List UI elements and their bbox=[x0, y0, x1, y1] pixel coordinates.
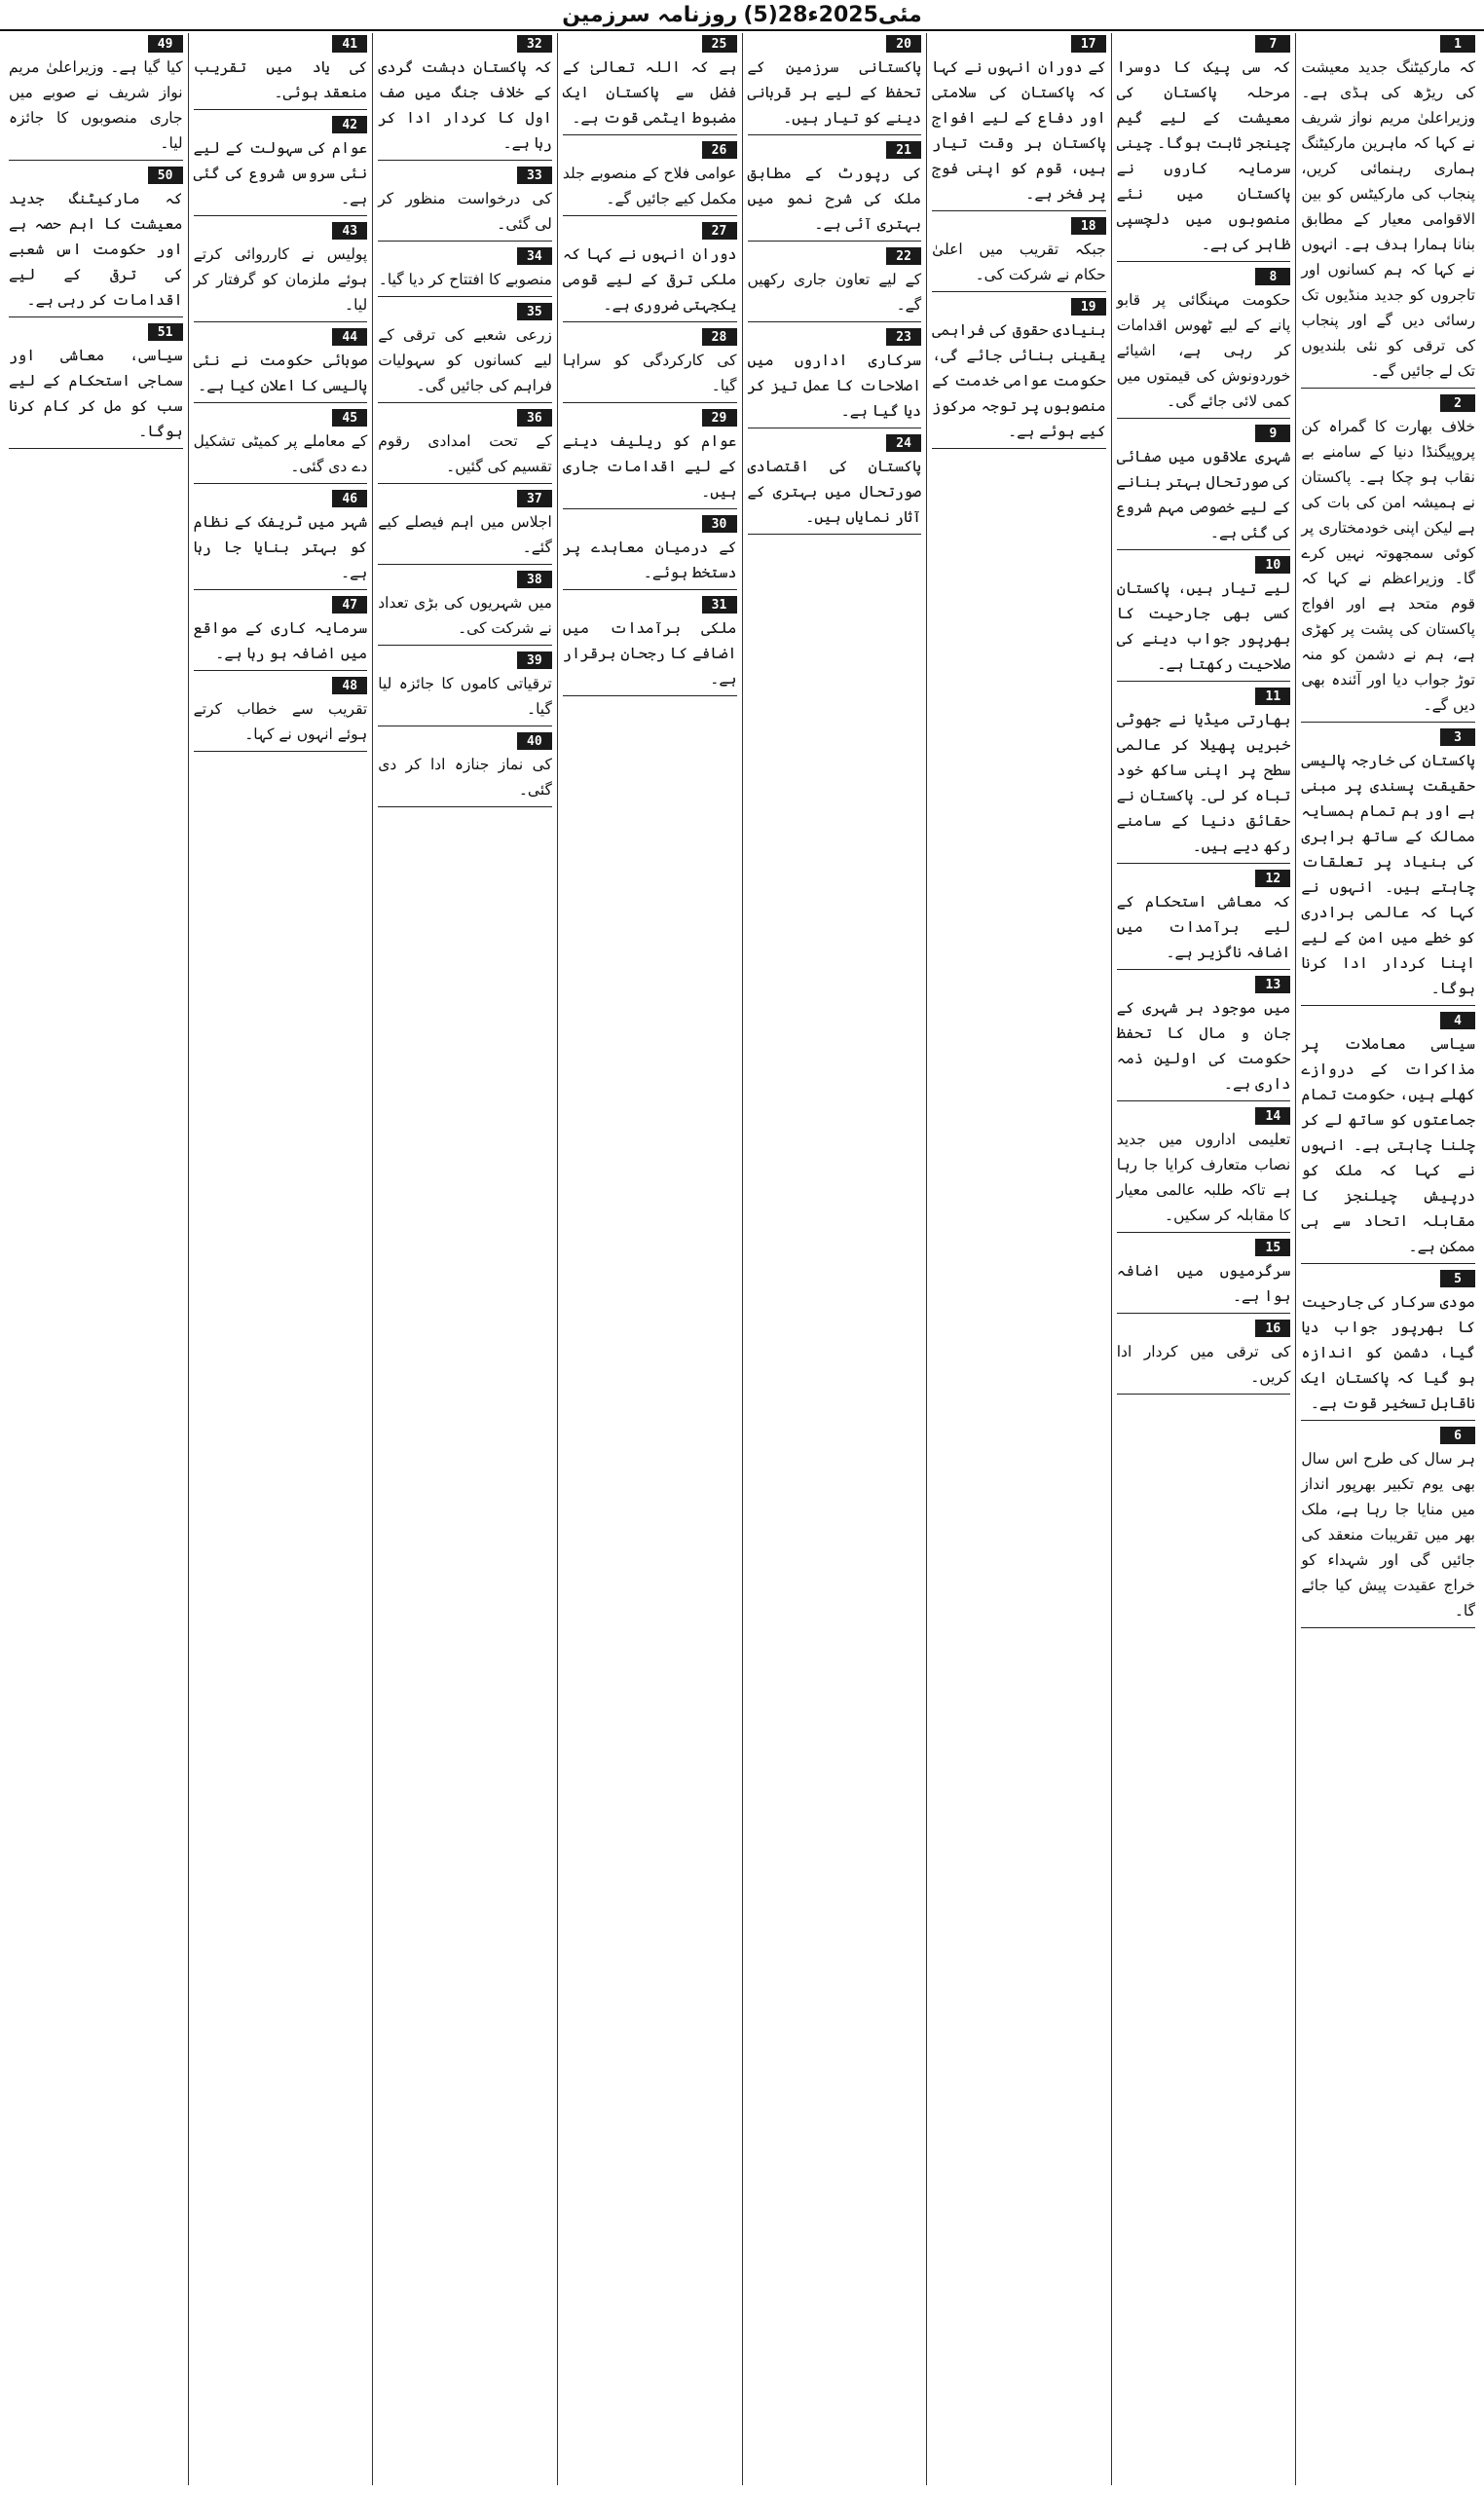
news-item-number-badge: 37 bbox=[517, 490, 552, 507]
news-item-number-badge: 26 bbox=[702, 141, 737, 159]
news-item-number-badge: 2 bbox=[1440, 394, 1475, 412]
news-item-number-badge: 24 bbox=[886, 434, 921, 452]
news-item bbox=[748, 141, 922, 242]
news-column bbox=[926, 33, 1111, 2485]
news-item-header bbox=[378, 732, 552, 750]
news-item bbox=[378, 490, 552, 565]
news-item-number-badge: 12 bbox=[1255, 870, 1290, 887]
news-item-header bbox=[378, 571, 552, 588]
news-item bbox=[563, 328, 737, 403]
news-item-header bbox=[194, 490, 368, 507]
news-item-text: لیے تیار ہیں، پاکستان کسی بھی جارحیت کا بھرپور جواب دینے کی صلاحیت رکھتا ہے۔ bbox=[1116, 579, 1291, 673]
news-item-text: کہ سی پیک کا دوسرا مرحلہ پاکستان کی معیشت کے لیے گیم چینجر ثابت ہوگا۔ چینی سرمایہ کاروں نے پاکستان میں نئے منصوبوں میں دلچسپی ظاہر کی ہے۔ bbox=[1116, 58, 1291, 253]
news-item-text: شہری علاقوں میں صفائی کی صورتحال بہتر بنانے کے لیے خصوصی مہم شروع کی گئی ہے۔ bbox=[1116, 448, 1291, 541]
news-item-number-badge: 48 bbox=[332, 677, 367, 694]
news-item-number-badge: 5 bbox=[1440, 1270, 1475, 1287]
news-item-text: کہ معاشی استحکام کے لیے برآمدات میں اضافہ ناگزیر ہے۔ bbox=[1116, 893, 1291, 961]
news-item-header bbox=[932, 298, 1106, 316]
news-item bbox=[1301, 1427, 1475, 1628]
news-item bbox=[378, 35, 552, 161]
news-item-number-badge: 31 bbox=[702, 596, 737, 614]
news-item-header bbox=[378, 651, 552, 669]
news-item-number-badge: 36 bbox=[517, 409, 552, 427]
news-item-number-badge: 33 bbox=[517, 167, 552, 184]
news-item-text: تعلیمی اداروں میں جدید نصاب متعارف کرایا جا رہا ہے تاکہ طلبہ عالمی معیار کا مقابلہ کر سکیں۔ bbox=[1116, 1131, 1291, 1224]
news-item bbox=[1117, 1107, 1291, 1233]
news-item-header bbox=[1301, 728, 1475, 746]
news-column bbox=[742, 33, 927, 2485]
news-item-number-badge: 11 bbox=[1255, 688, 1290, 705]
news-item bbox=[1117, 1320, 1291, 1395]
news-item-header bbox=[194, 596, 368, 614]
news-item-header bbox=[563, 222, 737, 240]
news-item-header bbox=[1117, 425, 1291, 442]
news-item-text: پولیس نے کارروائی کرتے ہوئے ملزمان کو گرفتار کر لیا۔ bbox=[193, 245, 368, 314]
news-item bbox=[194, 677, 368, 752]
news-item bbox=[194, 490, 368, 590]
news-item-header bbox=[194, 677, 368, 694]
news-item-number-badge: 8 bbox=[1255, 268, 1290, 285]
news-item-number-badge: 6 bbox=[1440, 1427, 1475, 1444]
news-item bbox=[194, 222, 368, 322]
news-item-number-badge: 27 bbox=[702, 222, 737, 240]
news-item-header bbox=[1117, 35, 1291, 53]
news-item-header bbox=[748, 434, 922, 452]
news-item-header bbox=[1301, 35, 1475, 53]
news-item-number-badge: 7 bbox=[1255, 35, 1290, 53]
news-item-header bbox=[378, 167, 552, 184]
news-item-header bbox=[748, 141, 922, 159]
news-item-text: تقریب سے خطاب کرتے ہوئے انہوں نے کہا۔ bbox=[193, 700, 368, 743]
news-item-text: ترقیاتی کاموں کا جائزہ لیا گیا۔ bbox=[378, 675, 552, 718]
news-item bbox=[194, 116, 368, 216]
news-item-header bbox=[194, 35, 368, 53]
news-item bbox=[9, 35, 183, 161]
news-item-text: کہ پاکستان دہشت گردی کے خلاف جنگ میں صف اول کا کردار ادا کر رہا ہے۔ bbox=[378, 58, 552, 152]
news-item-text: سیاسی معاملات پر مذاکرات کے دروازے کھلے ہیں، حکومت تمام جماعتوں کو ساتھ لے کر چلنا چاہتی ہے۔ انہوں نے کہا کہ ملک کو درپیش چیلنجز کا مقابلہ اتحاد سے ہی ممکن ہے۔ bbox=[1301, 1035, 1475, 1255]
news-item-number-badge: 16 bbox=[1255, 1320, 1290, 1337]
news-item-text: کے دوران انہوں نے کہا کہ پاکستان کی سلامتی اور دفاع کے لیے افواج پاکستان ہر وقت تیار ہیں، قوم کو اپنی فوج پر فخر ہے۔ bbox=[932, 58, 1106, 203]
news-item bbox=[1117, 425, 1291, 550]
news-item-header bbox=[1301, 1270, 1475, 1287]
news-item-header bbox=[9, 35, 183, 53]
news-item-number-badge: 4 bbox=[1440, 1012, 1475, 1029]
news-item-text: عوام کو ریلیف دینے کے لیے اقدامات جاری ہیں۔ bbox=[562, 432, 737, 501]
news-item-header bbox=[1117, 268, 1291, 285]
news-item-text: خلاف بھارت کا گمراہ کن پروپیگنڈا دنیا کے سامنے بے نقاب ہو چکا ہے۔ پاکستان نے ہمیشہ امن کی بات کی ہے لیکن اپنی خودمختاری پر کوئی سمجھوتہ نہیں کرے گا۔ وزیراعظم نے کہا کہ قوم متحد ہے اور افواج پاکستان کی پشت پر کھڑی ہے، ہم نے دشمن کو منہ توڑ جواب دیا اور آئندہ بھی دیں گے۔ bbox=[1301, 418, 1475, 714]
news-item-header bbox=[748, 328, 922, 346]
news-item-number-badge: 47 bbox=[332, 596, 367, 614]
news-item bbox=[748, 328, 922, 428]
news-item-number-badge: 46 bbox=[332, 490, 367, 507]
news-item bbox=[378, 571, 552, 646]
news-item bbox=[1117, 870, 1291, 970]
news-item bbox=[748, 35, 922, 135]
news-item bbox=[378, 732, 552, 807]
news-item-header bbox=[1117, 556, 1291, 574]
news-item-text: حکومت مہنگائی پر قابو پانے کے لیے ٹھوس اقدامات کر رہی ہے، اشیائے خوردونوش کی قیمتوں میں کمی لائی جائے گی۔ bbox=[1116, 291, 1291, 410]
news-item bbox=[1117, 976, 1291, 1101]
news-item-number-badge: 25 bbox=[702, 35, 737, 53]
news-item bbox=[932, 217, 1106, 292]
issue-date: (5)28مئی2025ء bbox=[743, 2, 922, 27]
news-item bbox=[194, 35, 368, 110]
news-item-text: کی یاد میں تقریب منعقد ہوئی۔ bbox=[193, 58, 368, 101]
news-item-text: بنیادی حقوق کی فراہمی یقینی بنائی جائے گی، حکومت عوامی خدمت کے منصوبوں پر توجہ مرکوز کیے ہوئے ہے۔ bbox=[932, 321, 1106, 440]
news-item-header bbox=[194, 409, 368, 427]
news-item bbox=[1117, 35, 1291, 262]
news-item-header bbox=[1301, 1427, 1475, 1444]
news-item-text: منصوبے کا افتتاح کر دیا گیا۔ bbox=[378, 271, 552, 288]
news-item-text: پاکستان کی خارجہ پالیسی حقیقت پسندی پر مبنی ہے اور ہم تمام ہمسایہ ممالک کے ساتھ برابری کی بنیاد پر تعلقات چاہتے ہیں۔ انہوں نے کہا کہ عالمی برادری کو خطے میں امن کے لیے اپنا کردار ادا کرنا ہوگا۔ bbox=[1301, 752, 1475, 997]
news-item-header bbox=[378, 490, 552, 507]
news-item-header bbox=[378, 303, 552, 320]
news-column bbox=[1111, 33, 1296, 2485]
news-item-number-badge: 23 bbox=[886, 328, 921, 346]
news-item-text: زرعی شعبے کی ترقی کے لیے کسانوں کو سہولیات فراہم کی جائیں گی۔ bbox=[378, 326, 552, 394]
news-item-header bbox=[378, 35, 552, 53]
news-item bbox=[9, 167, 183, 317]
news-item bbox=[563, 409, 737, 509]
news-item-header bbox=[1301, 394, 1475, 412]
news-item bbox=[1117, 268, 1291, 419]
news-item-header bbox=[932, 217, 1106, 235]
news-item-text: سرکاری اداروں میں اصلاحات کا عمل تیز کر دیا گیا ہے۔ bbox=[747, 352, 922, 420]
news-column bbox=[4, 33, 188, 2485]
news-item-header bbox=[9, 167, 183, 184]
news-item bbox=[378, 167, 552, 242]
news-item bbox=[563, 596, 737, 696]
news-item-header bbox=[194, 116, 368, 133]
news-item-number-badge: 44 bbox=[332, 328, 367, 346]
news-item-text: عوامی فلاح کے منصوبے جلد مکمل کیے جائیں گے۔ bbox=[562, 165, 737, 207]
news-item-number-badge: 1 bbox=[1440, 35, 1475, 53]
news-item-header bbox=[563, 328, 737, 346]
news-item-number-badge: 42 bbox=[332, 116, 367, 133]
news-item-text: صوبائی حکومت نے نئی پالیسی کا اعلان کیا ہے۔ bbox=[193, 352, 368, 394]
news-item-text: کی درخواست منظور کر لی گئی۔ bbox=[378, 190, 552, 233]
news-column bbox=[557, 33, 742, 2485]
news-item-number-badge: 45 bbox=[332, 409, 367, 427]
news-item-header bbox=[563, 141, 737, 159]
news-item bbox=[1117, 1239, 1291, 1314]
news-item bbox=[563, 222, 737, 322]
news-item-text: ہے کہ اللہ تعالیٰ کے فضل سے پاکستان ایک مضبوط ایٹمی قوت ہے۔ bbox=[562, 58, 737, 127]
news-item bbox=[1301, 394, 1475, 723]
news-item bbox=[563, 141, 737, 216]
news-item-number-badge: 34 bbox=[517, 247, 552, 265]
news-item-header bbox=[1117, 870, 1291, 887]
news-item-text: کہ مارکیٹنگ جدید معیشت کی ریڑھ کی ہڈی ہے۔ وزیراعلیٰ مریم نواز شریف نے کہا کہ ماہرین مارکیٹنگ ہماری رہنمائی کریں، پنجاب کی مارکیٹس کو بین الاقوامی معیار کے مطابق بنانا ہمارا ہدف ہے۔ انہوں نے کہا کہ ہم کسانوں اور تاجروں کو جدید منڈیوں تک رسائی دیں گے اور پنجاب کی ترقی کو نئی بلندیوں تک لے جائیں گے۔ bbox=[1301, 58, 1475, 380]
news-item-number-badge: 40 bbox=[517, 732, 552, 750]
news-item-text: میں موجود ہر شہری کے جان و مال کا تحفظ حکومت کی اولین ذمہ داری ہے۔ bbox=[1116, 999, 1291, 1093]
news-item-text: مودی سرکار کی جارحیت کا بھرپور جواب دیا گیا، دشمن کو اندازہ ہو گیا کہ پاکستان ایک ناقابل تسخیر قوت ہے۔ bbox=[1301, 1293, 1475, 1412]
news-item bbox=[378, 247, 552, 297]
news-item-text: شہر میں ٹریفک کے نظام کو بہتر بنایا جا رہا ہے۔ bbox=[193, 513, 368, 581]
news-item bbox=[9, 323, 183, 449]
news-item-header bbox=[194, 328, 368, 346]
news-item-number-badge: 10 bbox=[1255, 556, 1290, 574]
news-item-text: سرمایہ کاری کے مواقع میں اضافہ ہو رہا ہے۔ bbox=[193, 619, 368, 662]
news-item-text: سرگرمیوں میں اضافہ ہوا ہے۔ bbox=[1116, 1262, 1291, 1305]
news-item bbox=[1117, 688, 1291, 864]
news-item bbox=[1117, 556, 1291, 682]
news-item-text: اجلاس میں اہم فیصلے کیے گئے۔ bbox=[378, 513, 552, 556]
news-item-number-badge: 18 bbox=[1071, 217, 1106, 235]
news-item-text: کیا گیا ہے۔ وزیراعلیٰ مریم نواز شریف نے صوبے میں جاری منصوبوں کا جائزہ لیا۔ bbox=[9, 58, 183, 152]
news-item-number-badge: 15 bbox=[1255, 1239, 1290, 1256]
news-item bbox=[194, 409, 368, 484]
news-item-header bbox=[1117, 1320, 1291, 1337]
news-item-number-badge: 39 bbox=[517, 651, 552, 669]
news-column bbox=[372, 33, 557, 2485]
news-item-header bbox=[563, 409, 737, 427]
news-item-header bbox=[748, 35, 922, 53]
news-item-text: کے لیے تعاون جاری رکھیں گے۔ bbox=[747, 271, 922, 314]
masthead bbox=[0, 0, 1484, 31]
news-item-number-badge: 13 bbox=[1255, 976, 1290, 993]
news-item-number-badge: 9 bbox=[1255, 425, 1290, 442]
news-item-text: کی رپورٹ کے مطابق ملک کی شرح نمو میں بہتری آئی ہے۔ bbox=[747, 165, 922, 233]
news-item-text: سیاسی، معاشی اور سماجی استحکام کے لیے سب کو مل کر کام کرنا ہوگا۔ bbox=[9, 347, 183, 440]
news-item-header bbox=[194, 222, 368, 240]
news-item bbox=[378, 303, 552, 403]
news-item-text: جبکہ تقریب میں اعلیٰ حکام نے شرکت کی۔ bbox=[932, 241, 1106, 283]
news-item-number-badge: 43 bbox=[332, 222, 367, 240]
news-item bbox=[1301, 728, 1475, 1006]
news-item-text: کی کارکردگی کو سراہا گیا۔ bbox=[562, 352, 737, 394]
news-item-number-badge: 35 bbox=[517, 303, 552, 320]
news-item-header bbox=[563, 515, 737, 533]
news-item-header bbox=[1301, 1012, 1475, 1029]
news-item-number-badge: 50 bbox=[148, 167, 183, 184]
news-item bbox=[748, 247, 922, 322]
news-item-text: پاکستان کی اقتصادی صورتحال میں بہتری کے آثار نمایاں ہیں۔ bbox=[747, 458, 922, 526]
news-item-text: عوام کی سہولت کے لیے نئی سروس شروع کی گئی ہے۔ bbox=[193, 139, 368, 207]
news-item-number-badge: 17 bbox=[1071, 35, 1106, 53]
news-item-number-badge: 38 bbox=[517, 571, 552, 588]
news-item bbox=[1301, 1012, 1475, 1264]
news-item-number-badge: 19 bbox=[1071, 298, 1106, 316]
news-item-number-badge: 21 bbox=[886, 141, 921, 159]
news-item-text: بھارتی میڈیا نے جھوٹی خبریں پھیلا کر عالمی سطح پر اپنی ساکھ خود تباہ کر لی۔ پاکستان نے حقائق دنیا کے سامنے رکھ دیے ہیں۔ bbox=[1116, 711, 1291, 855]
news-item-header bbox=[9, 323, 183, 341]
news-item-number-badge: 49 bbox=[148, 35, 183, 53]
news-column bbox=[188, 33, 373, 2485]
news-item bbox=[378, 409, 552, 484]
news-item-header bbox=[932, 35, 1106, 53]
news-item bbox=[194, 596, 368, 671]
news-item bbox=[748, 434, 922, 535]
news-item-header bbox=[1117, 976, 1291, 993]
news-item-text: کہ مارکیٹنگ جدید معیشت کا اہم حصہ ہے اور حکومت اس شعبے کی ترقی کے لیے اقدامات کر رہی ہے۔ bbox=[9, 190, 183, 309]
news-item-text: پاکستانی سرزمین کے تحفظ کے لیے ہر قربانی دینے کو تیار ہیں۔ bbox=[747, 58, 922, 127]
news-item bbox=[563, 515, 737, 590]
news-item-text: میں شہریوں کی بڑی تعداد نے شرکت کی۔ bbox=[378, 594, 552, 637]
news-item-text: ملکی برآمدات میں اضافے کا رجحان برقرار ہے۔ bbox=[562, 619, 737, 688]
news-item-number-badge: 32 bbox=[517, 35, 552, 53]
news-item-number-badge: 29 bbox=[702, 409, 737, 427]
news-item-number-badge: 14 bbox=[1255, 1107, 1290, 1125]
news-item bbox=[194, 328, 368, 403]
newspaper-title: روزنامہ سرزمین bbox=[562, 2, 738, 27]
news-item-header bbox=[378, 409, 552, 427]
news-item-text: کے معاملے پر کمیٹی تشکیل دے دی گئی۔ bbox=[193, 432, 368, 475]
news-item-text: کے درمیان معاہدے پر دستخط ہوئے۔ bbox=[562, 539, 737, 581]
news-item bbox=[563, 35, 737, 135]
news-item-text: دوران انہوں نے کہا کہ ملکی ترقی کے لیے قومی یکجہتی ضروری ہے۔ bbox=[562, 245, 737, 314]
news-item-number-badge: 22 bbox=[886, 247, 921, 265]
news-item-text: ہر سال کی طرح اس سال بھی یوم تکبیر بھرپور انداز میں منایا جا رہا ہے، ملک بھر میں تقریبات منعقد کی جائیں گی اور شہداء کو خراج عقیدت پیش کیا جائے گا۔ bbox=[1301, 1450, 1475, 1619]
news-item-header bbox=[748, 247, 922, 265]
news-item-header bbox=[1117, 1239, 1291, 1256]
news-item bbox=[932, 298, 1106, 449]
news-column bbox=[1295, 33, 1480, 2485]
news-item-number-badge: 20 bbox=[886, 35, 921, 53]
news-item-header bbox=[563, 596, 737, 614]
news-item-number-badge: 51 bbox=[148, 323, 183, 341]
news-item-text: کی ترقی میں کردار ادا کریں۔ bbox=[1116, 1343, 1291, 1386]
news-item-header bbox=[1117, 688, 1291, 705]
news-item bbox=[1301, 1270, 1475, 1421]
news-item-number-badge: 28 bbox=[702, 328, 737, 346]
news-item-number-badge: 3 bbox=[1440, 728, 1475, 746]
news-page bbox=[4, 33, 1480, 2485]
news-item bbox=[1301, 35, 1475, 389]
news-item-header bbox=[378, 247, 552, 265]
news-item-number-badge: 41 bbox=[332, 35, 367, 53]
news-item-number-badge: 30 bbox=[702, 515, 737, 533]
news-item-header bbox=[1117, 1107, 1291, 1125]
news-item-text: کے تحت امدادی رقوم تقسیم کی گئیں۔ bbox=[378, 432, 552, 475]
news-item bbox=[378, 651, 552, 726]
news-item-text: کی نماز جنازہ ادا کر دی گئی۔ bbox=[378, 756, 552, 799]
news-item-header bbox=[563, 35, 737, 53]
news-item bbox=[932, 35, 1106, 211]
